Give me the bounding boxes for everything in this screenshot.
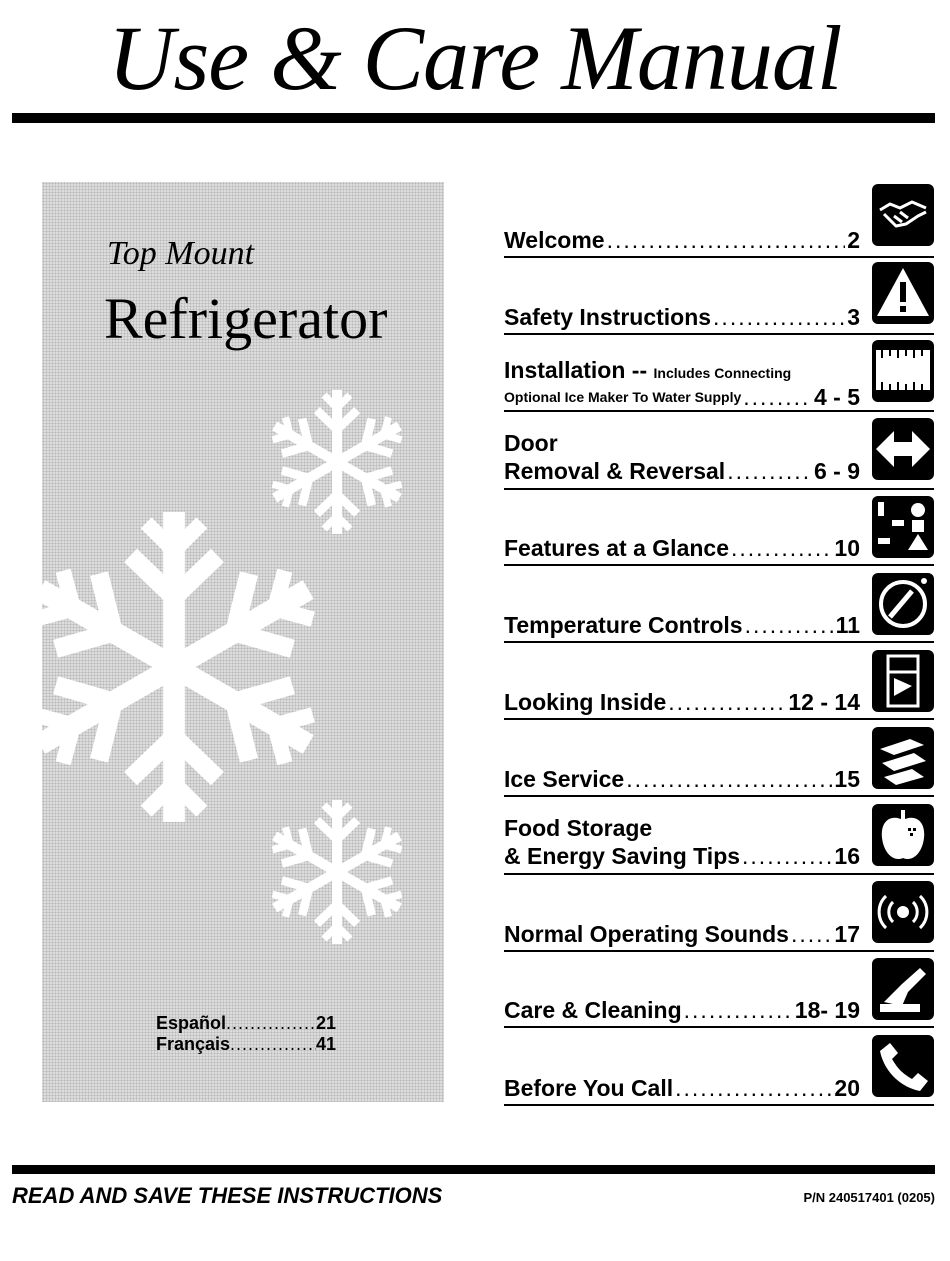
leader-dots xyxy=(742,842,832,870)
apple-icon xyxy=(872,804,934,866)
toc-entry-features[interactable] xyxy=(504,534,860,562)
leader-dots xyxy=(675,1074,832,1102)
snowflake-large xyxy=(42,512,330,822)
refrigerator-icon xyxy=(872,650,934,712)
toc-entry-before-you-call[interactable] xyxy=(504,1074,860,1102)
toc-entry-door[interactable] xyxy=(504,429,860,485)
toc-page: 10 xyxy=(834,535,860,561)
product-line: Top Mount xyxy=(107,235,255,272)
dial-icon xyxy=(872,573,934,635)
toc-subtitle: & Energy Saving Tips xyxy=(504,843,741,869)
toc-page: 18- 19 xyxy=(794,997,860,1023)
leader-dots xyxy=(607,226,846,254)
toc-title: Safety Instructions xyxy=(504,304,712,330)
toc-title: Welcome xyxy=(504,227,605,253)
toc-title: Door xyxy=(504,430,558,456)
leader-dots xyxy=(713,303,845,331)
product-name: Refrigerator xyxy=(104,286,388,351)
toc-entry-welcome[interactable] xyxy=(504,226,860,254)
language-label: Français xyxy=(156,1034,231,1054)
toc-page: 15 xyxy=(834,766,860,792)
save-instructions-notice: READ AND SAVE THESE INSTRUCTIONS xyxy=(12,1183,443,1208)
numbered-shapes-icon xyxy=(872,496,934,558)
toc-rule xyxy=(504,256,934,258)
toc-note: Includes Connecting xyxy=(653,365,792,381)
toc-entry-food-storage[interactable] xyxy=(504,814,860,870)
warning-icon xyxy=(872,262,934,324)
toc-rule xyxy=(504,1104,934,1106)
toc-page: 2 xyxy=(847,227,860,253)
cleaning-hand-icon xyxy=(872,958,934,1020)
leader-dots xyxy=(745,611,834,639)
toc-page: 17 xyxy=(834,921,860,947)
snowflake-bottom xyxy=(265,800,410,944)
cover-panel xyxy=(42,182,444,1102)
toc-rule xyxy=(504,641,934,643)
leader-dots xyxy=(226,1012,316,1034)
leader-dots xyxy=(731,534,832,562)
toc-entry-temperature[interactable] xyxy=(504,611,860,639)
leader-dots xyxy=(626,765,832,793)
toc-page: 4 - 5 xyxy=(813,384,860,410)
handshake-icon xyxy=(872,184,934,246)
toc-entry-ice-service[interactable] xyxy=(504,765,860,793)
toc-title: Installation -- xyxy=(504,357,648,383)
leader-dots xyxy=(230,1033,316,1055)
phone-icon xyxy=(872,1035,934,1097)
part-number: P/N 240517401 (0205) xyxy=(803,1190,935,1205)
toc-page: 12 - 14 xyxy=(788,689,860,715)
top-rule xyxy=(12,113,935,123)
bottom-rule xyxy=(12,1165,935,1174)
leader-dots xyxy=(791,920,832,948)
toc-page: 20 xyxy=(834,1075,860,1101)
ice-icon xyxy=(872,727,934,789)
toc-rule xyxy=(504,873,934,875)
snowflake-top xyxy=(265,390,410,534)
toc-rule xyxy=(504,564,934,566)
toc-title: Ice Service xyxy=(504,766,625,792)
toc-entry-looking-inside[interactable] xyxy=(504,688,860,716)
leader-dots xyxy=(727,457,812,485)
language-label: Español xyxy=(156,1013,227,1033)
toc-rule xyxy=(504,795,934,797)
toc-title: Temperature Controls xyxy=(504,612,743,638)
toc-page: 6 - 9 xyxy=(813,458,860,484)
toc-rule xyxy=(504,718,934,720)
toc-title: Care & Cleaning xyxy=(504,997,682,1023)
toc-rule xyxy=(504,410,934,412)
page-title: Use & Care Manual xyxy=(108,7,842,109)
toc-entry-care-cleaning[interactable] xyxy=(504,996,860,1024)
toc-page: 11 xyxy=(835,612,860,638)
toc-title: Before You Call xyxy=(504,1075,674,1101)
ruler-icon xyxy=(872,340,934,402)
sound-icon xyxy=(872,881,934,943)
toc-title: Normal Operating Sounds xyxy=(504,921,789,947)
toc-rule xyxy=(504,488,934,490)
toc-subtitle: Optional Ice Maker To Water Supply xyxy=(504,389,742,405)
toc-title: Looking Inside xyxy=(504,689,667,715)
toc-title: Food Storage xyxy=(504,815,653,841)
toc-rule xyxy=(504,333,934,335)
toc-rule xyxy=(504,950,934,952)
leader-dots xyxy=(668,688,786,716)
toc-page: 16 xyxy=(834,843,860,869)
toc-subtitle: Removal & Reversal xyxy=(504,458,726,484)
toc-title: Features at a Glance xyxy=(504,535,729,561)
toc-rule xyxy=(504,1026,934,1028)
language-page: 41 xyxy=(315,1034,336,1054)
double-arrow-icon xyxy=(872,418,934,480)
language-entry-spanish[interactable] xyxy=(156,1012,336,1034)
language-page: 21 xyxy=(315,1013,336,1033)
language-entry-french[interactable] xyxy=(156,1033,336,1055)
leader-dots xyxy=(743,383,812,411)
toc-entry-installation[interactable] xyxy=(504,356,860,411)
toc-entry-sounds[interactable] xyxy=(504,920,860,948)
leader-dots xyxy=(684,996,793,1024)
toc-entry-safety[interactable] xyxy=(504,303,860,331)
toc-page: 3 xyxy=(847,304,860,330)
